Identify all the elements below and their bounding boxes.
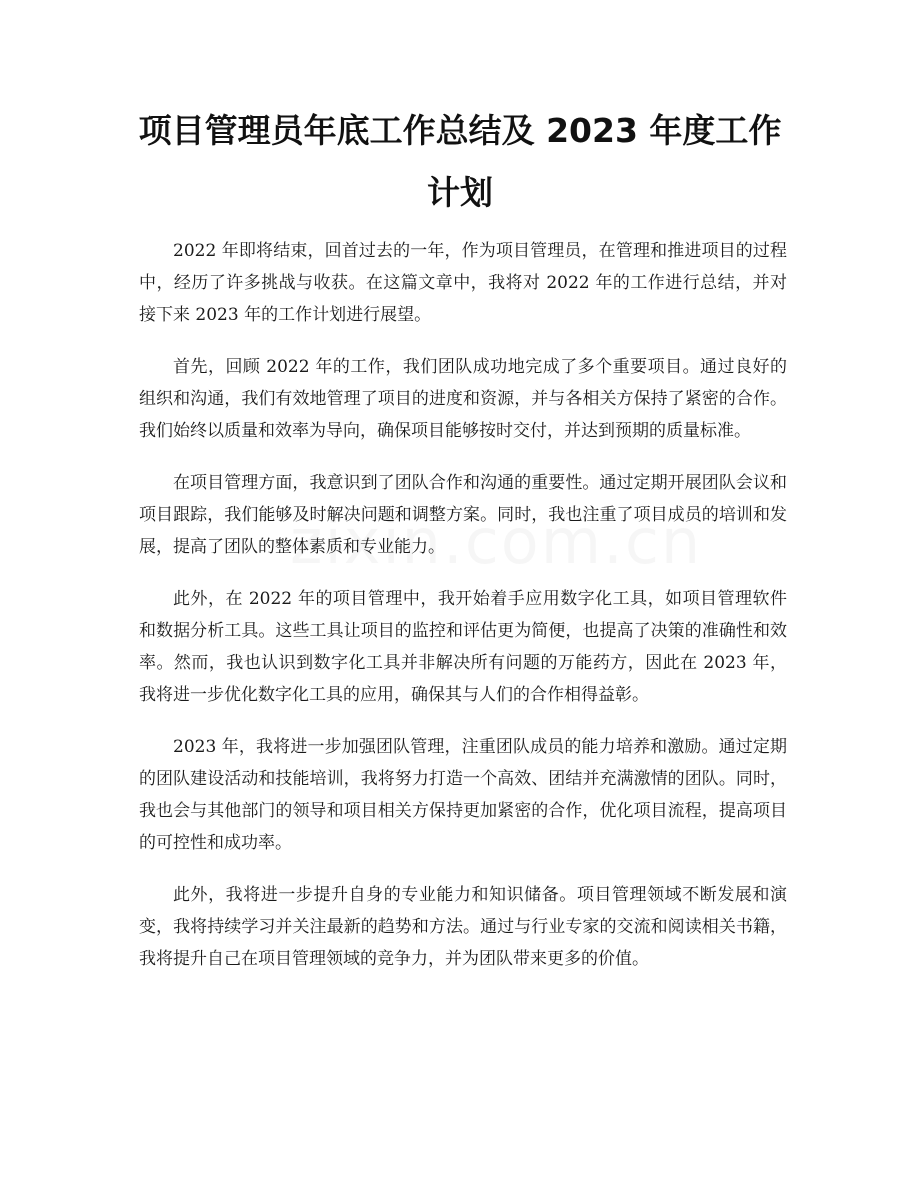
document-body	[139, 235, 787, 995]
paragraph: 在项目管理方面，我意识到了团队合作和沟通的重要性。通过定期开展团队会议和项目跟踪，我们能够及时解决问题和调整方案。同时，我也注重了项目成员的培训和发展，提高了团队的整体素质和专业能力。	[139, 473, 787, 557]
paragraph: 此外，在 2022 年的项目管理中，我开始着手应用数字化工具，如项目管理软件和数据分析工具。这些工具让项目的监控和评估更为简便，也提高了决策的准确性和效率。然而，我也认识到数字化工具并非解决所有问题的万能药方，因此在 2023 年，我将进一步优化数字化工具的应用，确保其与人们的合作相得益彰。	[139, 589, 787, 705]
paragraph: 首先，回顾 2022 年的工作，我们团队成功地完成了多个重要项目。通过良好的组织和沟通，我们有效地管理了项目的进度和资源，并与各相关方保持了紧密的合作。我们始终以质量和效率为导向，确保项目能够按时交付，并达到预期的质量标准。	[139, 357, 787, 441]
document-title: 项目管理员年底工作总结及 2023 年度工作计划	[138, 111, 782, 212]
paragraph: 此外，我将进一步提升自身的专业能力和知识储备。项目管理领域不断发展和演变，我将持续学习并关注最新的趋势和方法。通过与行业专家的交流和阅读相关书籍，我将提升自己在项目管理领域的竞争力，并为团队带来更多的价值。	[139, 885, 787, 969]
paragraph: 2022 年即将结束，回首过去的一年，作为项目管理员，在管理和推进项目的过程中，经历了许多挑战与收获。在这篇文章中，我将对 2022 年的工作进行总结，并对接下来 2023 年的工作计划进行展望。	[139, 241, 787, 325]
paragraph: 2023 年，我将进一步加强团队管理，注重团队成员的能力培养和激励。通过定期的团队建设活动和技能培训，我将努力打造一个高效、团结并充满激情的团队。同时，我也会与其他部门的领导和项目相关方保持更加紧密的合作，优化项目流程，提高项目的可控性和成功率。	[139, 737, 787, 853]
